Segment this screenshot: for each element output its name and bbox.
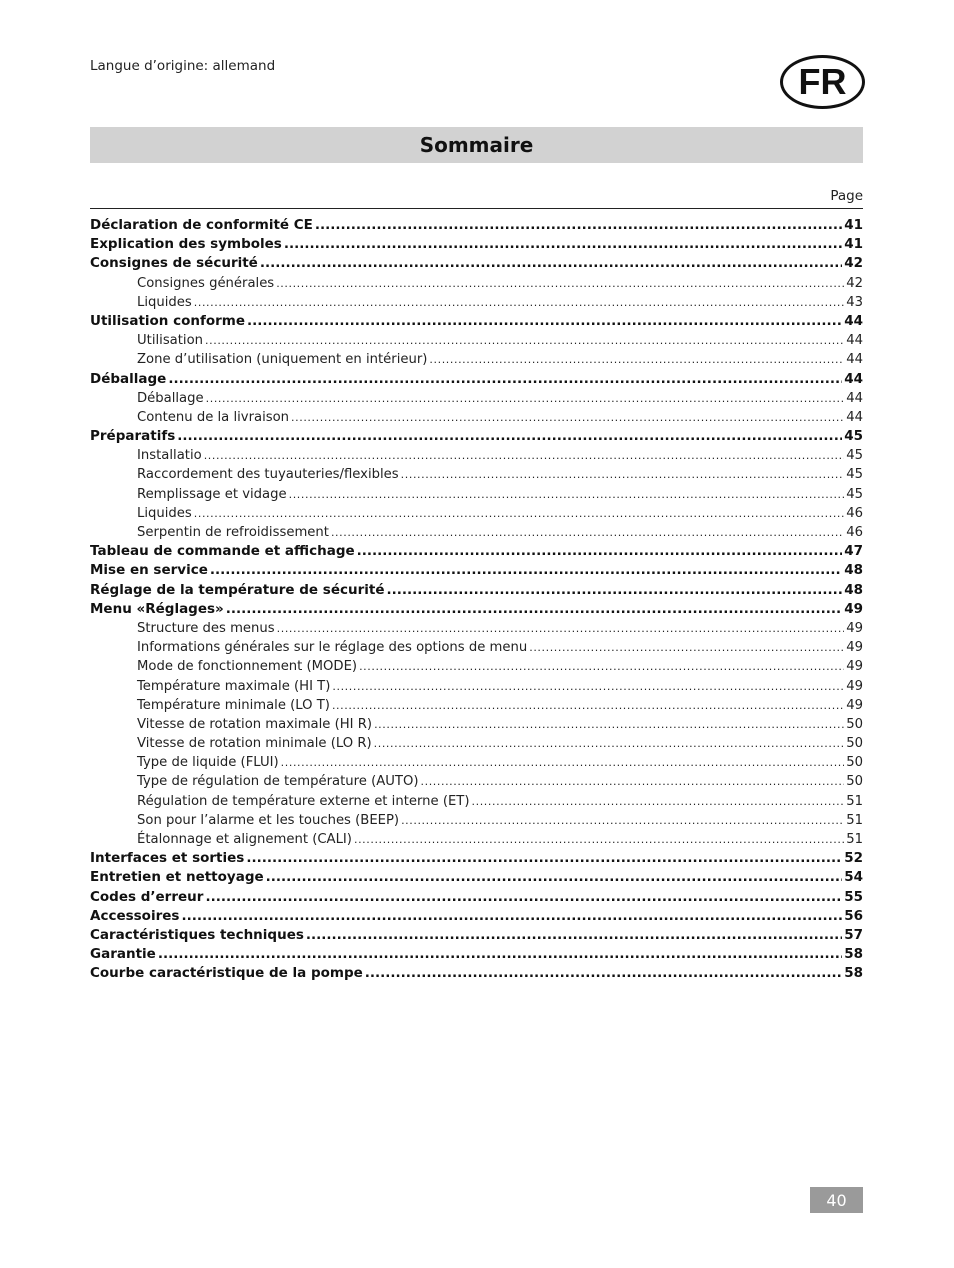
toc-dot-leader — [387, 581, 843, 600]
toc-entry-title: Consignes de sécurité — [90, 255, 258, 272]
toc-entry-page: 44 — [844, 370, 863, 387]
toc-entry-page: 55 — [844, 888, 863, 905]
toc-entry-title: Structure des menus — [137, 620, 275, 636]
toc-entry-title: Déclaration de conformité CE — [90, 217, 313, 233]
toc-entry-page: 42 — [846, 275, 863, 291]
toc-entry-title: Courbe caractéristique de la pompe — [90, 965, 363, 982]
toc-dot-leader — [247, 312, 842, 331]
toc-entry-title: Déballage — [137, 390, 204, 406]
toc-dot-leader — [205, 331, 844, 350]
toc-dot-leader — [306, 926, 842, 945]
toc-entry-title: Garantie — [90, 946, 156, 963]
toc-entry-title: Codes d’erreur — [90, 888, 204, 905]
toc-chapter[interactable] — [90, 849, 863, 868]
toc-entry-page: 42 — [844, 255, 863, 272]
toc-entry-page: 49 — [846, 678, 863, 694]
toc-section[interactable] — [90, 446, 863, 465]
toc-section[interactable] — [90, 638, 863, 657]
toc-chapter[interactable] — [90, 370, 863, 389]
toc-entry-title: Type de régulation de température (AUTO) — [137, 774, 419, 790]
toc-chapter[interactable] — [90, 254, 863, 273]
toc-section[interactable] — [90, 715, 863, 734]
toc-chapter[interactable] — [90, 542, 863, 561]
toc-section[interactable] — [90, 523, 863, 542]
toc-section[interactable] — [90, 485, 863, 504]
toc-section[interactable] — [90, 350, 863, 369]
toc-entry-page: 44 — [846, 333, 863, 349]
toc-chapter[interactable] — [90, 235, 863, 254]
toc-section[interactable] — [90, 408, 863, 427]
toc-entry-page: 41 — [844, 236, 863, 253]
toc-entry-page: 51 — [846, 832, 863, 847]
toc-section[interactable] — [90, 274, 863, 293]
toc-chapter[interactable] — [90, 964, 863, 983]
toc-section[interactable] — [90, 389, 863, 408]
toc-chapter[interactable] — [90, 926, 863, 945]
toc-section[interactable] — [90, 792, 863, 811]
toc-entry-page: 45 — [846, 467, 863, 483]
toc-entry-page: 44 — [844, 312, 863, 329]
toc-entry-title: Caractéristiques techniques — [90, 926, 304, 943]
toc-section[interactable] — [90, 753, 863, 772]
toc-entry-title: Utilisation — [137, 333, 204, 349]
toc-entry-page: 48 — [844, 562, 863, 579]
toc-entry-title: Température maximale (HI T) — [137, 678, 331, 694]
language-badge: FR — [780, 55, 865, 109]
toc-entry-page: 56 — [844, 907, 863, 924]
toc-dot-leader — [276, 274, 844, 293]
toc-chapter[interactable] — [90, 600, 863, 619]
toc-entry-page: 51 — [846, 812, 863, 828]
page-number: 40 — [810, 1187, 863, 1213]
toc-entry-page: 49 — [846, 620, 863, 636]
toc-section[interactable] — [90, 465, 863, 484]
toc-entry-title: Préparatifs — [90, 428, 176, 445]
toc-entry-title: Explication des symboles — [90, 236, 282, 253]
toc-dot-leader — [357, 542, 843, 561]
toc-entry-page: 51 — [846, 793, 863, 809]
toc-dot-leader — [529, 638, 844, 657]
toc-entry-title: Mode de fonctionnement (MODE) — [137, 659, 358, 675]
toc-entry-page: 47 — [844, 543, 863, 560]
toc-entry-title: Réglage de la température de sécurité — [90, 581, 385, 598]
toc-entry-page: 46 — [846, 525, 863, 540]
original-language-note: Langue d’origine: allemand — [90, 58, 276, 74]
toc-dot-leader — [421, 772, 845, 791]
toc-dot-leader — [204, 446, 845, 465]
toc-dot-leader — [177, 427, 842, 446]
toc-dot-leader — [246, 849, 842, 868]
toc-chapter[interactable] — [90, 907, 863, 926]
toc-chapter[interactable] — [90, 945, 863, 964]
toc-entry-title: Tableau de commande et affichage — [90, 543, 355, 560]
page-column-label: Page — [830, 188, 863, 204]
toc-entry-page: 48 — [844, 581, 863, 598]
toc-entry-title: Interfaces et sorties — [90, 850, 245, 867]
toc-dot-leader — [354, 830, 844, 849]
toc-section[interactable] — [90, 504, 863, 523]
toc-entry-page: 43 — [846, 294, 863, 310]
toc-entry-title: Vitesse de rotation maximale (HI R) — [137, 716, 373, 732]
toc-dot-leader — [374, 715, 844, 734]
toc-dot-leader — [289, 485, 845, 504]
toc-entry-title: Étalonnage et alignement (CALI) — [137, 832, 352, 847]
toc-section[interactable] — [90, 734, 863, 753]
toc-entry-title: Zone d’utilisation (uniquement en intérieur) — [137, 352, 428, 368]
toc-dot-leader — [359, 657, 844, 676]
toc-dot-leader — [281, 753, 845, 772]
toc-dot-leader — [472, 792, 845, 811]
toc-dot-leader — [181, 907, 842, 926]
toc-entry-title: Type de liquide (FLUI) — [137, 755, 279, 771]
toc-entry-title: Accessoires — [90, 907, 180, 924]
toc-entry-page: 58 — [844, 946, 863, 963]
toc-entry-page: 50 — [846, 774, 863, 790]
toc-entry-page: 46 — [846, 505, 863, 521]
toc-dot-leader — [205, 888, 842, 907]
toc-section[interactable] — [90, 619, 863, 638]
toc-dot-leader — [266, 868, 843, 887]
toc-entry-page: 49 — [844, 600, 863, 617]
toc-dot-leader — [277, 619, 845, 638]
toc-section[interactable] — [90, 331, 863, 350]
toc-entry-title: Entretien et nettoyage — [90, 869, 264, 886]
toc-entry-title: Remplissage et vidage — [137, 486, 287, 502]
toc-entry-title: Consignes générales — [137, 275, 275, 291]
toc-entry-page: 58 — [844, 965, 863, 982]
toc-entry-page: 54 — [844, 869, 863, 886]
toc-section[interactable] — [90, 830, 863, 849]
table-of-contents — [90, 216, 863, 984]
toc-entry-title: Menu «Réglages» — [90, 600, 224, 617]
toc-entry-title: Serpentin de refroidissement — [137, 525, 329, 540]
toc-entry-page: 44 — [846, 409, 863, 425]
toc-dot-leader — [291, 408, 844, 427]
toc-dot-leader — [374, 734, 845, 753]
toc-entry-title: Raccordement des tuyauteries/flexibles — [137, 467, 399, 483]
toc-dot-leader — [194, 293, 844, 312]
toc-entry-title: Mise en service — [90, 562, 208, 579]
toc-entry-page: 49 — [846, 697, 863, 713]
toc-section[interactable] — [90, 293, 863, 312]
toc-dot-leader — [260, 254, 842, 273]
toc-section[interactable] — [90, 696, 863, 715]
toc-entry-title: Liquides — [137, 505, 192, 521]
toc-chapter[interactable] — [90, 312, 863, 331]
toc-entry-page: 45 — [846, 486, 863, 502]
toc-entry-page: 44 — [846, 390, 863, 406]
toc-entry-page: 52 — [844, 850, 863, 867]
toc-dot-leader — [226, 600, 842, 619]
toc-chapter[interactable] — [90, 216, 863, 235]
toc-chapter[interactable] — [90, 581, 863, 600]
toc-dot-leader — [332, 696, 844, 715]
toc-section[interactable] — [90, 657, 863, 676]
toc-entry-title: Température minimale (LO T) — [137, 697, 330, 713]
toc-entry-title: Installatio — [137, 448, 202, 464]
toc-entry-page: 44 — [846, 352, 863, 368]
toc-dot-leader — [429, 350, 844, 369]
toc-entry-page: 57 — [844, 926, 863, 943]
toc-entry-title: Utilisation conforme — [90, 312, 246, 329]
toc-section[interactable] — [90, 677, 863, 696]
toc-entry-page: 49 — [846, 659, 863, 675]
toc-entry-page: 45 — [846, 448, 863, 464]
toc-chapter[interactable] — [90, 868, 863, 887]
toc-dot-leader — [210, 561, 842, 580]
toc-chapter[interactable] — [90, 427, 863, 446]
toc-entry-page: 50 — [846, 755, 863, 771]
toc-entry-title: Liquides — [137, 294, 192, 310]
toc-entry-title: Contenu de la livraison — [137, 409, 290, 425]
toc-dot-leader — [332, 677, 844, 696]
toc-entry-page: 41 — [844, 217, 863, 233]
toc-dot-leader — [315, 216, 842, 235]
toc-entry-page: 50 — [846, 716, 863, 732]
toc-dot-leader — [331, 523, 844, 542]
toc-dot-leader — [194, 504, 844, 523]
toc-entry-title: Informations générales sur le réglage des options de menu — [137, 640, 528, 656]
page-title: Sommaire — [90, 127, 863, 163]
toc-dot-leader — [401, 811, 844, 830]
toc-dot-leader — [284, 235, 842, 254]
toc-entry-title: Déballage — [90, 370, 167, 387]
toc-section[interactable] — [90, 811, 863, 830]
toc-chapter[interactable] — [90, 888, 863, 907]
toc-entry-page: 49 — [846, 640, 863, 656]
toc-chapter[interactable] — [90, 561, 863, 580]
toc-dot-leader — [168, 370, 842, 389]
toc-entry-title: Régulation de température externe et interne (ET) — [137, 793, 470, 809]
toc-dot-leader — [401, 465, 845, 484]
toc-section[interactable] — [90, 772, 863, 791]
toc-dot-leader — [365, 964, 842, 983]
toc-dot-leader — [158, 945, 842, 964]
toc-entry-title: Vitesse de rotation minimale (LO R) — [137, 736, 372, 752]
toc-entry-page: 50 — [846, 736, 863, 752]
toc-dot-leader — [206, 389, 845, 408]
toc-entry-title: Son pour l’alarme et les touches (BEEP) — [137, 812, 400, 828]
header-divider — [90, 208, 863, 209]
toc-entry-page: 45 — [844, 428, 863, 445]
